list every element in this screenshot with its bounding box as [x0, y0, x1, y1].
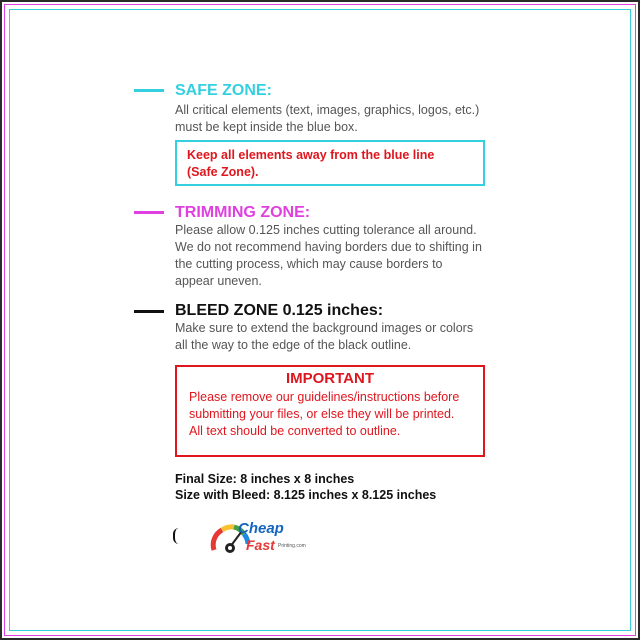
safe-zone-note-line: (Safe Zone). [187, 165, 259, 179]
bleed-size: Size with Bleed: 8.125 inches x 8.125 inches [175, 488, 437, 502]
bleed-zone-marker [134, 310, 164, 313]
trimming-zone-line: appear uneven. [175, 274, 262, 288]
important-line: submitting your files, or else they will be printed. [189, 407, 455, 421]
logo-word-printing: Printing.com [278, 543, 306, 549]
bleed-zone-line: all the way to the edge of the black outline. [175, 338, 412, 352]
safe-zone-description [175, 102, 479, 136]
bleed-zone-title: BLEED ZONE 0.125 inches: [175, 302, 384, 319]
safe-zone-note [187, 147, 434, 181]
bracket-mark [173, 528, 180, 544]
important-text [189, 389, 459, 440]
final-size: Final Size: 8 inches x 8 inches [175, 472, 355, 486]
important-box [175, 365, 485, 457]
trimming-zone-marker [134, 211, 164, 214]
safe-zone-title: SAFE ZONE: [175, 82, 272, 99]
bleed-zone-description [175, 320, 473, 354]
safe-zone-note-box [175, 140, 485, 186]
safe-zone-line: All critical elements (text, images, graphics, logos, etc.) [175, 103, 480, 117]
trimming-zone-title: TRIMMING ZONE: [175, 204, 311, 221]
trimming-zone-description [175, 222, 482, 290]
important-title: IMPORTANT [285, 370, 375, 387]
trimming-zone-line: the cutting process, which may cause borders to [175, 257, 443, 271]
trimming-zone-line: We do not recommend having borders due to shifting in [175, 240, 482, 254]
safe-zone-line: must be kept inside the blue box. [175, 120, 358, 134]
important-line: All text should be converted to outline. [189, 424, 401, 438]
company-logo [208, 518, 318, 562]
safe-zone-marker [134, 89, 164, 92]
safe-zone-note-line: Keep all elements away from the blue line [187, 148, 435, 162]
logo-word-cheap: Cheap [238, 520, 284, 537]
trimming-zone-line: Please allow 0.125 inches cutting tolerance all around. [175, 223, 477, 237]
logo-word-fast: Fast [246, 537, 275, 553]
bleed-zone-line: Make sure to extend the background images or colors [175, 321, 474, 335]
important-line: Please remove our guidelines/instructions before [189, 390, 460, 404]
